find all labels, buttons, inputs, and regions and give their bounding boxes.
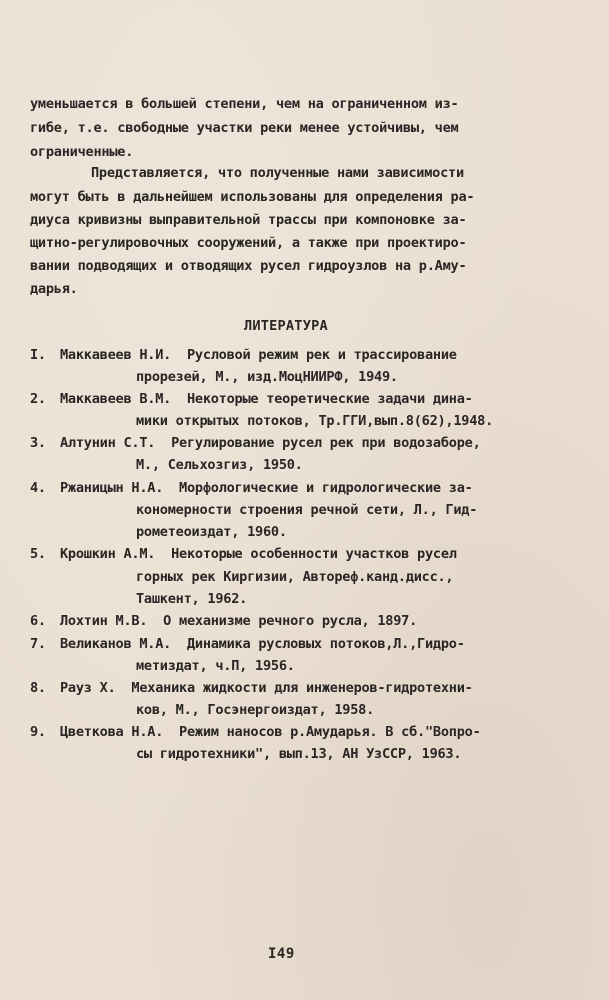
reference-line: ков, М., Госэнергоиздат, 1958. bbox=[136, 702, 375, 718]
body-line-7: щитно-регулировочных сооружений, а также при проектиро- bbox=[30, 235, 467, 251]
reference-line: горных рек Киргизии, Автореф.канд.дисс., bbox=[136, 569, 454, 585]
reference-line: Ташкент, 1962. bbox=[136, 591, 248, 607]
reference-number: 5. bbox=[30, 546, 46, 562]
body-line-2: гибе, т.е. свободные участки реки менее устойчивы, чем bbox=[30, 120, 459, 136]
body-line-1: уменьшается в большей степени, чем на ограниченном из- bbox=[30, 96, 459, 112]
reference-line: метиздат, ч.П, 1956. bbox=[136, 658, 295, 674]
body-line-3: ограниченные. bbox=[30, 144, 134, 160]
reference-line: Великанов М.А. Динамика русловых потоков,Л.,Гидро- bbox=[60, 636, 465, 652]
reference-number: 4. bbox=[30, 480, 46, 496]
body-line-9: дарья. bbox=[30, 281, 78, 297]
reference-number: 8. bbox=[30, 680, 46, 696]
reference-line: прорезей, М., изд.МоцНИИРФ, 1949. bbox=[136, 369, 398, 385]
references-heading: ЛИТЕРАТУРА bbox=[244, 318, 328, 334]
reference-line: Ржаницын Н.А. Морфологические и гидрологические за- bbox=[60, 480, 473, 496]
reference-line: Маккавеев В.М. Некоторые теоретические задачи дина- bbox=[60, 391, 473, 407]
reference-line: М., Сельхозгиз, 1950. bbox=[136, 457, 303, 473]
body-line-5: могут быть в дальнейшем использованы для определения ра- bbox=[30, 189, 475, 205]
reference-number: 2. bbox=[30, 391, 46, 407]
body-line-8: вании подводящих и отводящих русел гидроузлов на р.Аму- bbox=[30, 258, 467, 274]
reference-line: Маккавеев Н.И. Русловой режим рек и трассирование bbox=[60, 347, 457, 363]
reference-line: Рауз Х. Механика жидкости для инженеров-гидротехни- bbox=[60, 680, 473, 696]
page-number: I49 bbox=[268, 946, 295, 962]
body-line-4: Представляется, что полученные нами зависимости bbox=[91, 165, 464, 181]
reference-number: 6. bbox=[30, 613, 46, 629]
reference-line: сы гидротехники", вып.13, АН УзССР, 1963. bbox=[136, 746, 462, 762]
reference-line: рометеоиздат, 1960. bbox=[136, 524, 287, 540]
reference-line: Лохтин М.В. О механизме речного русла, 1897. bbox=[60, 613, 418, 629]
reference-number: 9. bbox=[30, 724, 46, 740]
reference-line: Цветкова Н.А. Режим наносов р.Амударья. В сб."Вопро- bbox=[60, 724, 481, 740]
reference-line: Алтунин С.Т. Регулирование русел рек при водозаборе, bbox=[60, 435, 481, 451]
reference-line: Крошкин А.М. Некоторые особенности участков русел bbox=[60, 546, 457, 562]
reference-number: 3. bbox=[30, 435, 46, 451]
reference-number: 7. bbox=[30, 636, 46, 652]
reference-line: мики открытых потоков, Тр.ГГИ,вып.8(62),1948. bbox=[136, 413, 494, 429]
body-line-6: диуса кривизны выправительной трассы при компоновке за- bbox=[30, 212, 467, 228]
reference-line: кономерности строения речной сети, Л., Гид- bbox=[136, 502, 478, 518]
reference-number: I. bbox=[30, 347, 46, 363]
